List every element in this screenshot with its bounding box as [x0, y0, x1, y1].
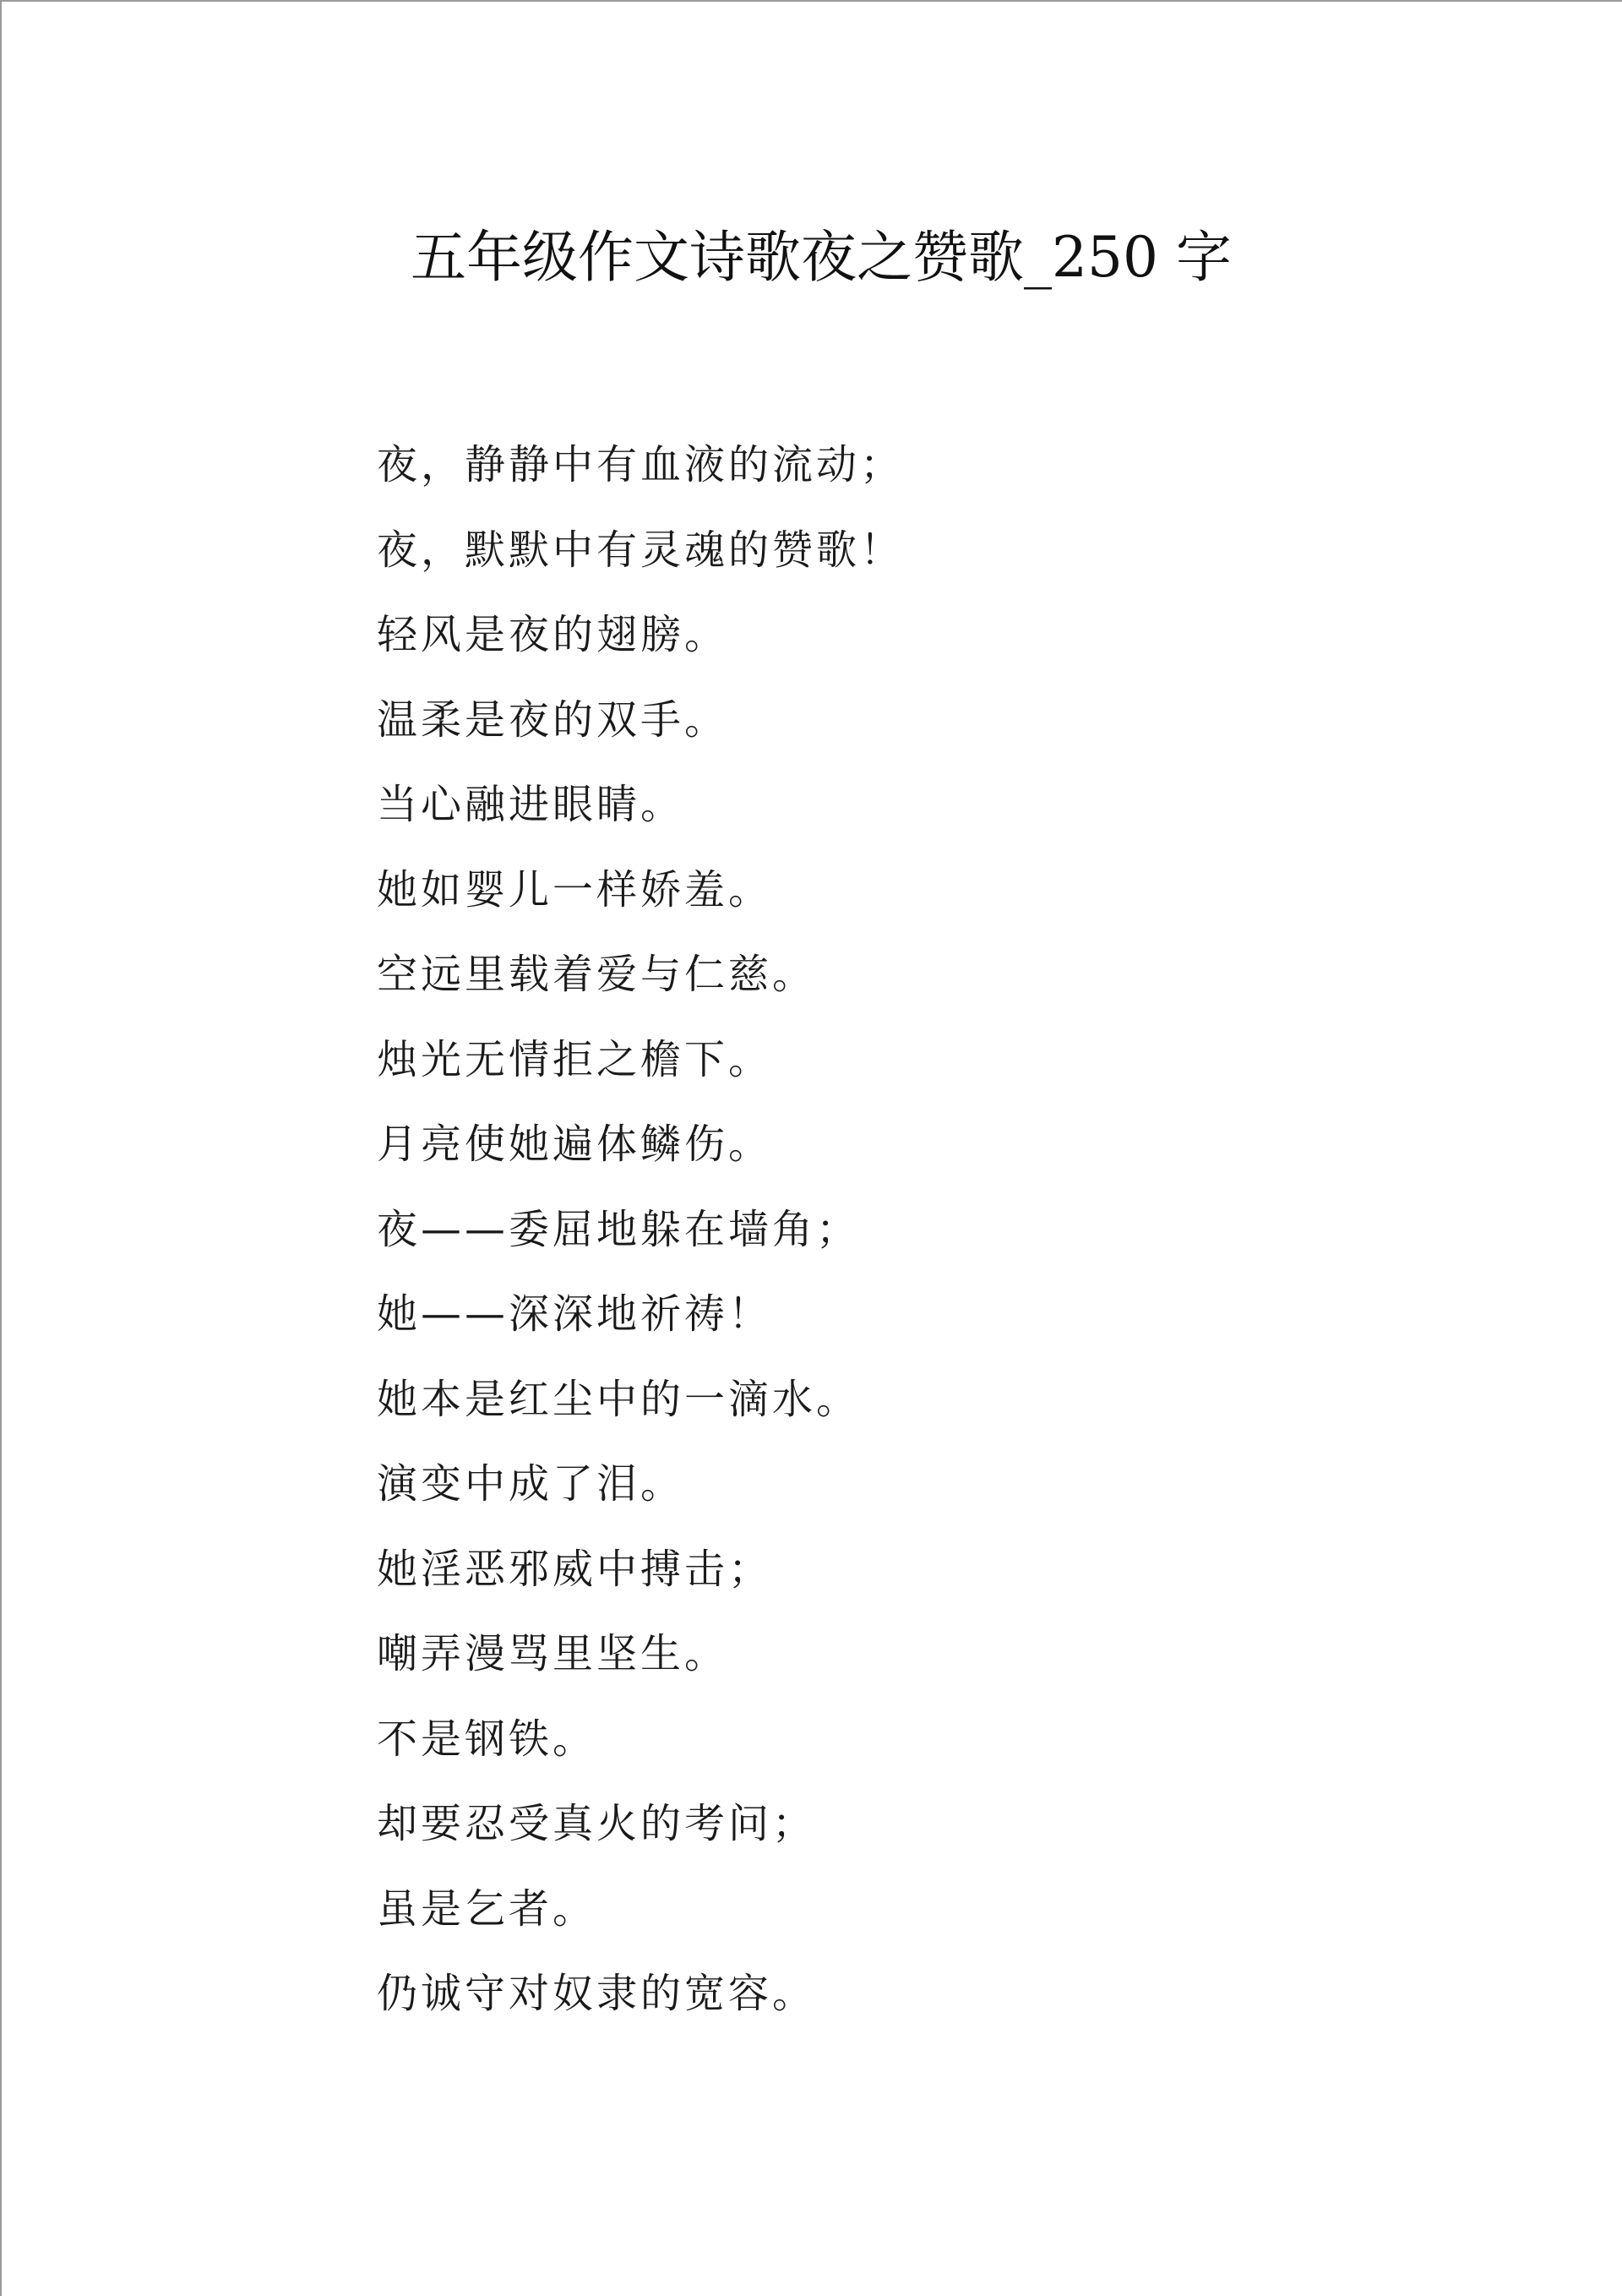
poem-line: 仍诚守对奴隶的宽容。: [377, 1970, 817, 2017]
poem-line: 月亮使她遍体鳞伤。: [377, 1121, 773, 1168]
poem-line: 夜——委屈地躲在墙角；: [377, 1205, 861, 1253]
poem-line: 嘲弄漫骂里坚生。: [377, 1630, 729, 1677]
poem-line: 夜，静静中有血液的流动；: [377, 441, 905, 488]
poem-line: 轻风是夜的翅膀。: [377, 611, 729, 658]
poem-line: 她——深深地祈祷！: [377, 1290, 773, 1338]
poem-line: 夜，默默中有灵魂的赞歌！: [377, 526, 905, 574]
poem-line: 虽是乞者。: [377, 1884, 597, 1933]
poem-line: 演变中成了泪。: [377, 1460, 685, 1508]
poem-line: 她本是红尘中的一滴水。: [377, 1375, 861, 1423]
poem-body: [377, 423, 904, 2037]
document-title: 五年级作文诗歌夜之赞歌_250 字: [411, 225, 1232, 290]
poem-line: 烛光无情拒之檐下。: [377, 1035, 773, 1083]
poem-line: 却要忍受真火的考问；: [377, 1800, 817, 1847]
poem-line: 空远里载着爱与仁慈。: [377, 951, 817, 998]
poem-line: 温柔是夜的双手。: [377, 695, 729, 744]
poem-line: 当心融进眼睛。: [377, 781, 685, 828]
poem-line: 她如婴儿一样娇羞。: [377, 865, 773, 913]
poem-line: 不是钢铁。: [377, 1715, 597, 1763]
poem-line: 她淫恶邪威中搏击；: [377, 1545, 773, 1593]
